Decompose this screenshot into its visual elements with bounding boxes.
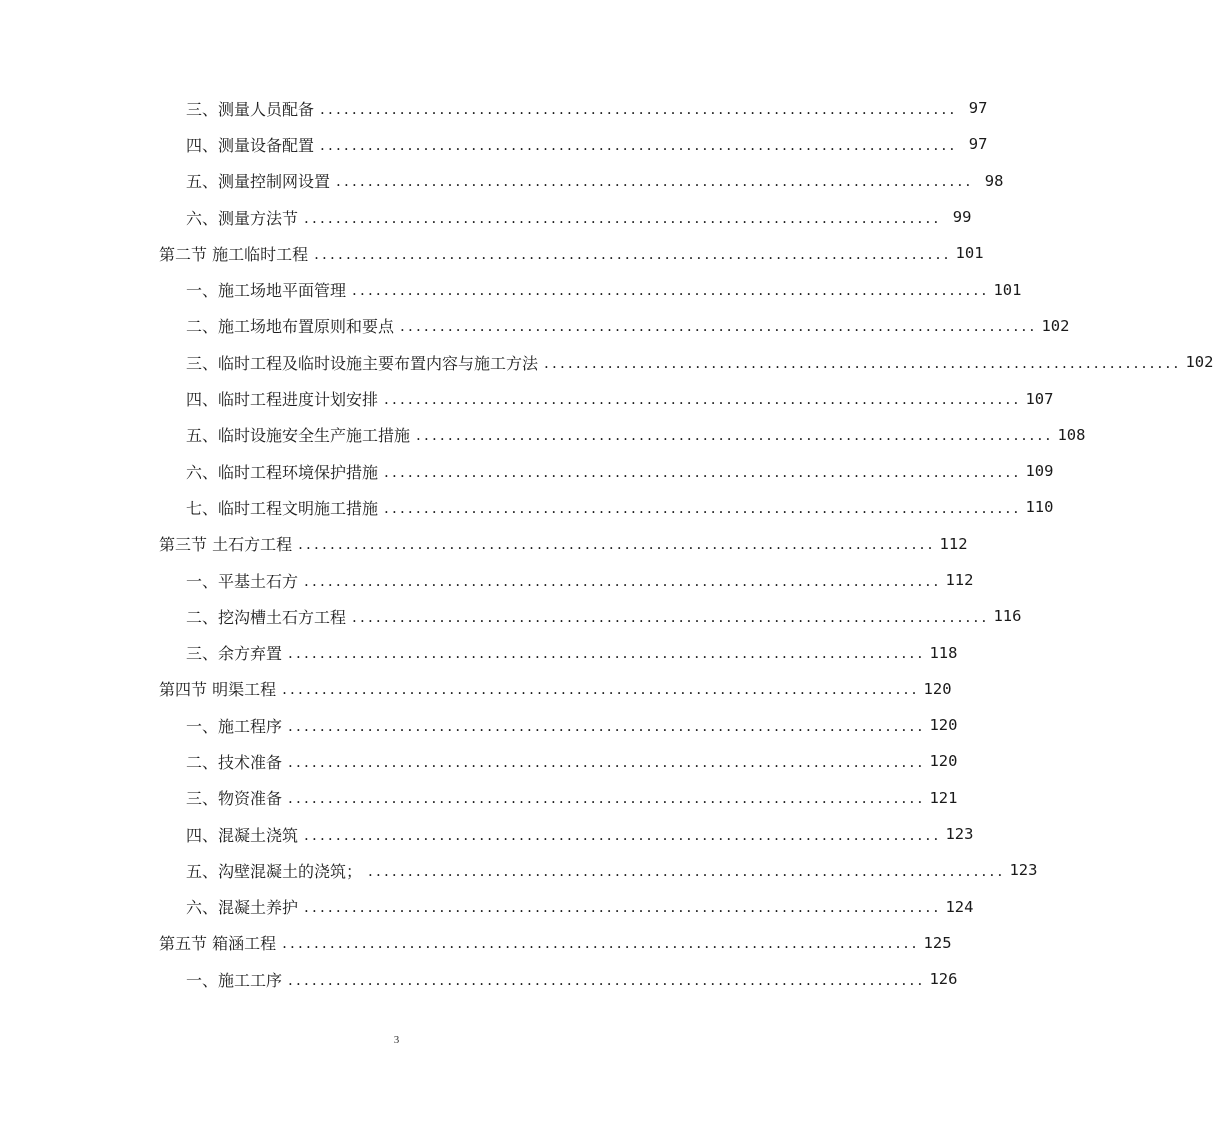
toc-dot-leader: ................................................................................ [288, 644, 926, 663]
toc-entry-title: 三、物资准备 [186, 789, 283, 809]
toc-entry-page: 123 [945, 825, 974, 844]
toc-entry-page: 99 [952, 208, 972, 227]
toc-entry-page: 124 [945, 897, 974, 916]
toc-dot-leader: ................................................................................ [288, 789, 926, 808]
toc-subsection-entry[interactable] [0, 380, 1054, 416]
toc-entry-title: 二、挖沟槽土石方工程 [186, 607, 347, 627]
toc-section-entry[interactable] [0, 235, 984, 271]
toc-dot-leader: ................................................................................ [368, 861, 1006, 880]
toc-entry-title: 三、临时工程及临时设施主要布置内容与施工方法 [186, 353, 539, 373]
toc-entry-title: 二、施工场地布置原则和要点 [186, 317, 395, 337]
toc-entry-title: 五、沟壁混凝土的浇筑； [186, 861, 363, 881]
toc-subsection-entry[interactable] [0, 562, 974, 598]
toc-dot-leader: ................................................................................ [384, 390, 1022, 409]
toc-dot-leader: ................................................................................ [304, 571, 942, 590]
toc-subsection-entry[interactable] [0, 598, 1022, 634]
toc-section-entry[interactable] [0, 925, 952, 961]
toc-entry-title: 二、技术准备 [186, 752, 283, 772]
toc-entry-title: 六、测量方法节 [186, 208, 299, 228]
toc-entry-page: 120 [929, 752, 958, 771]
toc-subsection-entry[interactable] [0, 816, 974, 852]
toc-entry-page: 108 [1057, 425, 1086, 444]
toc-entry-title: 六、临时工程环境保护措施 [186, 462, 379, 482]
toc-subsection-entry[interactable] [0, 344, 1213, 380]
toc-entry-title: 七、临时工程文明施工措施 [186, 498, 379, 518]
toc-subsection-entry[interactable] [0, 453, 1054, 489]
toc-entry-title: 六、混凝土养护 [186, 898, 299, 918]
toc-dot-leader: ................................................................................ [282, 680, 920, 699]
toc-entry-page: 97 [968, 135, 988, 154]
toc-entry-page: 125 [923, 933, 952, 952]
toc-dot-leader: ................................................................................ [352, 281, 990, 300]
toc-entry-title: 一、施工场地平面管理 [186, 281, 347, 301]
toc-entry-page: 102 [1041, 316, 1070, 335]
toc-entry-title: 三、余方弃置 [186, 644, 283, 664]
toc-dot-leader: ................................................................................ [320, 99, 958, 118]
toc-subsection-entry[interactable] [0, 889, 974, 925]
toc-dot-leader: ................................................................................ [544, 353, 1182, 372]
toc-entry-page: 123 [1009, 861, 1038, 880]
page-number: 3 [393, 1034, 400, 1046]
toc-entry-title: 五、临时设施安全生产施工措施 [186, 426, 411, 446]
toc-entry-page: 126 [929, 970, 958, 989]
toc-subsection-entry[interactable] [0, 163, 1004, 199]
toc-subsection-entry[interactable] [0, 743, 958, 779]
toc-entry-page: 102 [1185, 353, 1213, 372]
toc-entry-page: 112 [945, 571, 974, 589]
toc-entry-title: 四、临时工程进度计划安排 [186, 390, 379, 410]
toc-subsection-entry[interactable] [0, 308, 1070, 344]
toc-subsection-entry[interactable] [0, 780, 958, 816]
toc-entry-title: 第三节 土石方工程 [159, 535, 293, 555]
toc-section-entry[interactable] [0, 671, 952, 707]
toc-subsection-entry[interactable] [0, 199, 972, 235]
toc-subsection-entry[interactable] [0, 961, 958, 997]
toc-entry-title: 一、施工工序 [186, 970, 283, 990]
toc-entry-page: 97 [968, 99, 988, 118]
toc-dot-leader: ................................................................................ [384, 462, 1022, 481]
table-of-contents [0, 90, 1213, 997]
toc-entry-page: 116 [993, 607, 1022, 626]
toc-dot-leader: ................................................................................ [400, 317, 1038, 336]
toc-entry-title: 第四节 明渠工程 [159, 680, 277, 700]
toc-entry-title: 第二节 施工临时工程 [159, 244, 309, 264]
toc-entry-page: 110 [1025, 498, 1054, 517]
toc-dot-leader: ................................................................................ [352, 607, 990, 626]
toc-dot-leader: ................................................................................ [288, 716, 926, 735]
toc-subsection-entry[interactable] [0, 852, 1038, 888]
toc-entry-page: 101 [955, 244, 984, 263]
toc-dot-leader: ................................................................................ [336, 172, 974, 191]
toc-dot-leader: ................................................................................ [416, 426, 1054, 445]
toc-entry-page: 121 [929, 788, 958, 807]
toc-dot-leader: ................................................................................ [288, 970, 926, 989]
toc-entry-page: 120 [929, 716, 958, 735]
toc-dot-leader: ................................................................................ [314, 244, 952, 263]
toc-entry-title: 三、测量人员配备 [186, 99, 315, 119]
toc-subsection-entry[interactable] [0, 489, 1054, 525]
toc-entry-page: 107 [1025, 389, 1054, 408]
toc-subsection-entry[interactable] [0, 707, 958, 743]
toc-subsection-entry[interactable] [0, 634, 958, 670]
toc-subsection-entry[interactable] [0, 417, 1086, 453]
toc-entry-title: 四、测量设备配置 [186, 135, 315, 155]
toc-section-entry[interactable] [0, 526, 968, 562]
toc-entry-title: 一、施工程序 [186, 716, 283, 736]
toc-dot-leader: ................................................................................ [384, 498, 1022, 517]
toc-dot-leader: ................................................................................ [304, 825, 942, 844]
toc-dot-leader: ................................................................................ [320, 135, 958, 154]
toc-entry-page: 109 [1025, 462, 1054, 481]
toc-entry-page: 112 [939, 534, 968, 553]
toc-entry-page: 120 [923, 679, 952, 698]
toc-dot-leader: ................................................................................ [304, 898, 942, 917]
toc-dot-leader: ................................................................................ [288, 752, 926, 771]
toc-entry-title: 四、混凝土浇筑 [186, 825, 299, 845]
toc-subsection-entry[interactable] [0, 126, 988, 162]
toc-dot-leader: ................................................................................ [298, 535, 936, 554]
toc-entry-title: 五、测量控制网设置 [186, 172, 331, 192]
toc-dot-leader: ................................................................................ [282, 934, 920, 953]
toc-dot-leader: ................................................................................ [304, 208, 942, 227]
toc-subsection-entry[interactable] [0, 271, 1022, 307]
toc-subsection-entry[interactable] [0, 90, 988, 126]
toc-entry-page: 98 [984, 171, 1004, 190]
toc-entry-title: 一、平基土石方 [186, 571, 299, 591]
toc-entry-page: 101 [993, 280, 1022, 299]
toc-entry-title: 第五节 箱涵工程 [159, 934, 277, 954]
toc-entry-page: 118 [929, 643, 958, 662]
